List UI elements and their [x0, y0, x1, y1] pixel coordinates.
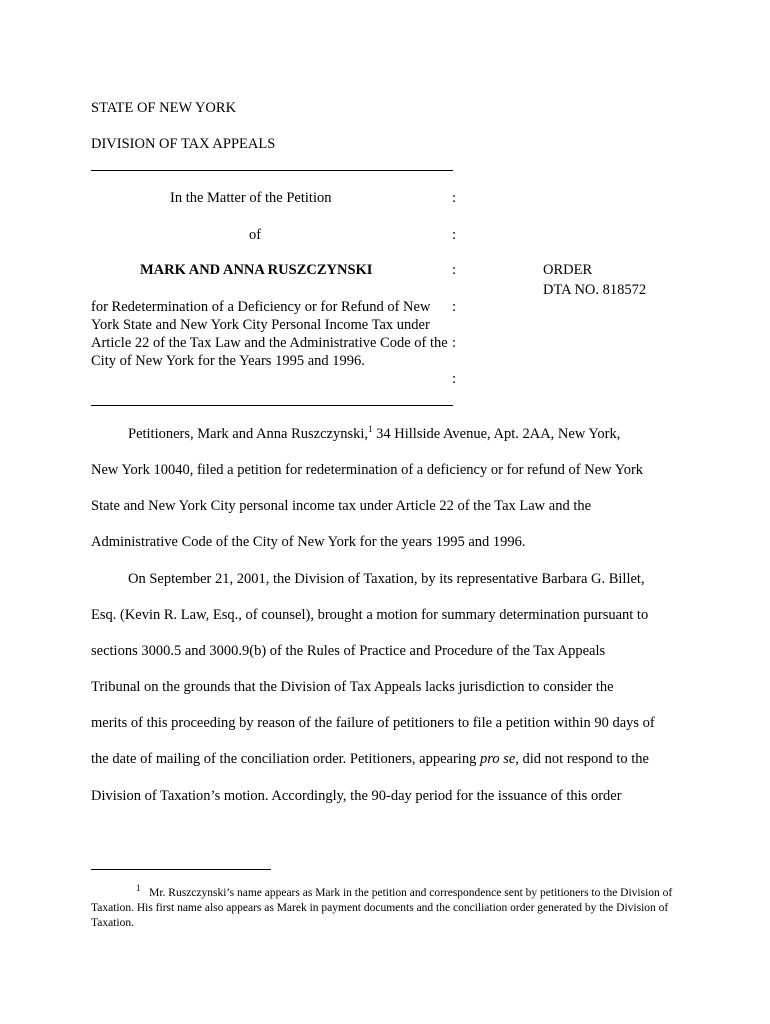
- caption-colon: :: [452, 227, 457, 243]
- paragraph-2-line-1: On September 21, 2001, the Division of Taxation, by its representative Barbara G. Billet,: [128, 571, 645, 587]
- caption-colon: :: [452, 299, 457, 315]
- caption-matter: In the Matter of the Petition: [170, 190, 332, 206]
- caption-top-rule: [91, 170, 453, 171]
- body-text: Petitioners, Mark and Anna Ruszczynski,: [128, 426, 369, 442]
- footnote-marker: 1: [136, 883, 141, 894]
- caption-colon: :: [452, 335, 457, 351]
- paragraph-2-line-4: Tribunal on the grounds that the Division of Tax Appeals lacks jurisdiction to consider the: [91, 679, 614, 695]
- caption-colon: :: [452, 190, 457, 206]
- caption-of: of: [249, 227, 262, 243]
- paragraph-1-line-4: Administrative Code of the City of New York for the years 1995 and 1996.: [91, 534, 526, 550]
- body-text: , did not respond to the: [515, 751, 649, 767]
- paragraph-1-line-3: State and New York City personal income tax under Article 22 of the Tax Law and the: [91, 498, 592, 514]
- paragraph-2-line-6: [91, 751, 649, 768]
- footnote: [91, 883, 681, 931]
- footnote-text: Mr. Ruszczynski’s name appears as Mark in the petition and correspondence sent by petitioners to the Division of Taxation. His first name also appears as Marek in payment documents and the conciliation order generated by the Division of Taxation.: [91, 887, 673, 929]
- order-number: DTA NO. 818572: [543, 282, 647, 298]
- caption-purpose: for Redetermination of a Deficiency or for Refund of New York State and New York City Personal Income Tax under Article 22 of the Tax Law and the Administrative Code of the City of New York for the Years 1995 and 1996.: [91, 299, 448, 369]
- paragraph-2-line-7: Division of Taxation’s motion. Accordingly, the 90-day period for the issuance of this order: [91, 788, 622, 804]
- caption-colon: :: [452, 262, 457, 278]
- caption-bottom-rule: [91, 405, 453, 406]
- paragraph-2-line-2: Esq. (Kevin R. Law, Esq., of counsel), brought a motion for summary determination pursuant to: [91, 607, 649, 623]
- paragraph-1-line-1: [128, 426, 620, 443]
- footnote-reference: 1: [368, 424, 373, 435]
- paragraph-2-line-3: sections 3000.5 and 3000.9(b) of the Rules of Practice and Procedure of the Tax Appeals: [91, 643, 606, 659]
- body-text: the date of mailing of the conciliation order. Petitioners, appearing: [91, 751, 480, 767]
- body-text: 34 Hillside Avenue, Apt. 2AA, New York,: [372, 426, 621, 442]
- caption-petitioners: MARK AND ANNA RUSZCZYNSKI: [140, 262, 373, 278]
- order-title: ORDER: [543, 262, 593, 278]
- paragraph-1-line-2: New York 10040, filed a petition for redetermination of a deficiency or for refund of New York: [91, 462, 644, 478]
- body-text-italic: pro se: [479, 751, 516, 767]
- paragraph-2-line-5: merits of this proceeding by reason of the failure of petitioners to file a petition within 90 days of: [91, 715, 655, 731]
- footnote-separator: [91, 869, 271, 870]
- division-heading: DIVISION OF TAX APPEALS: [91, 136, 276, 152]
- caption-colon: :: [452, 371, 457, 387]
- state-heading: STATE OF NEW YORK: [91, 100, 237, 116]
